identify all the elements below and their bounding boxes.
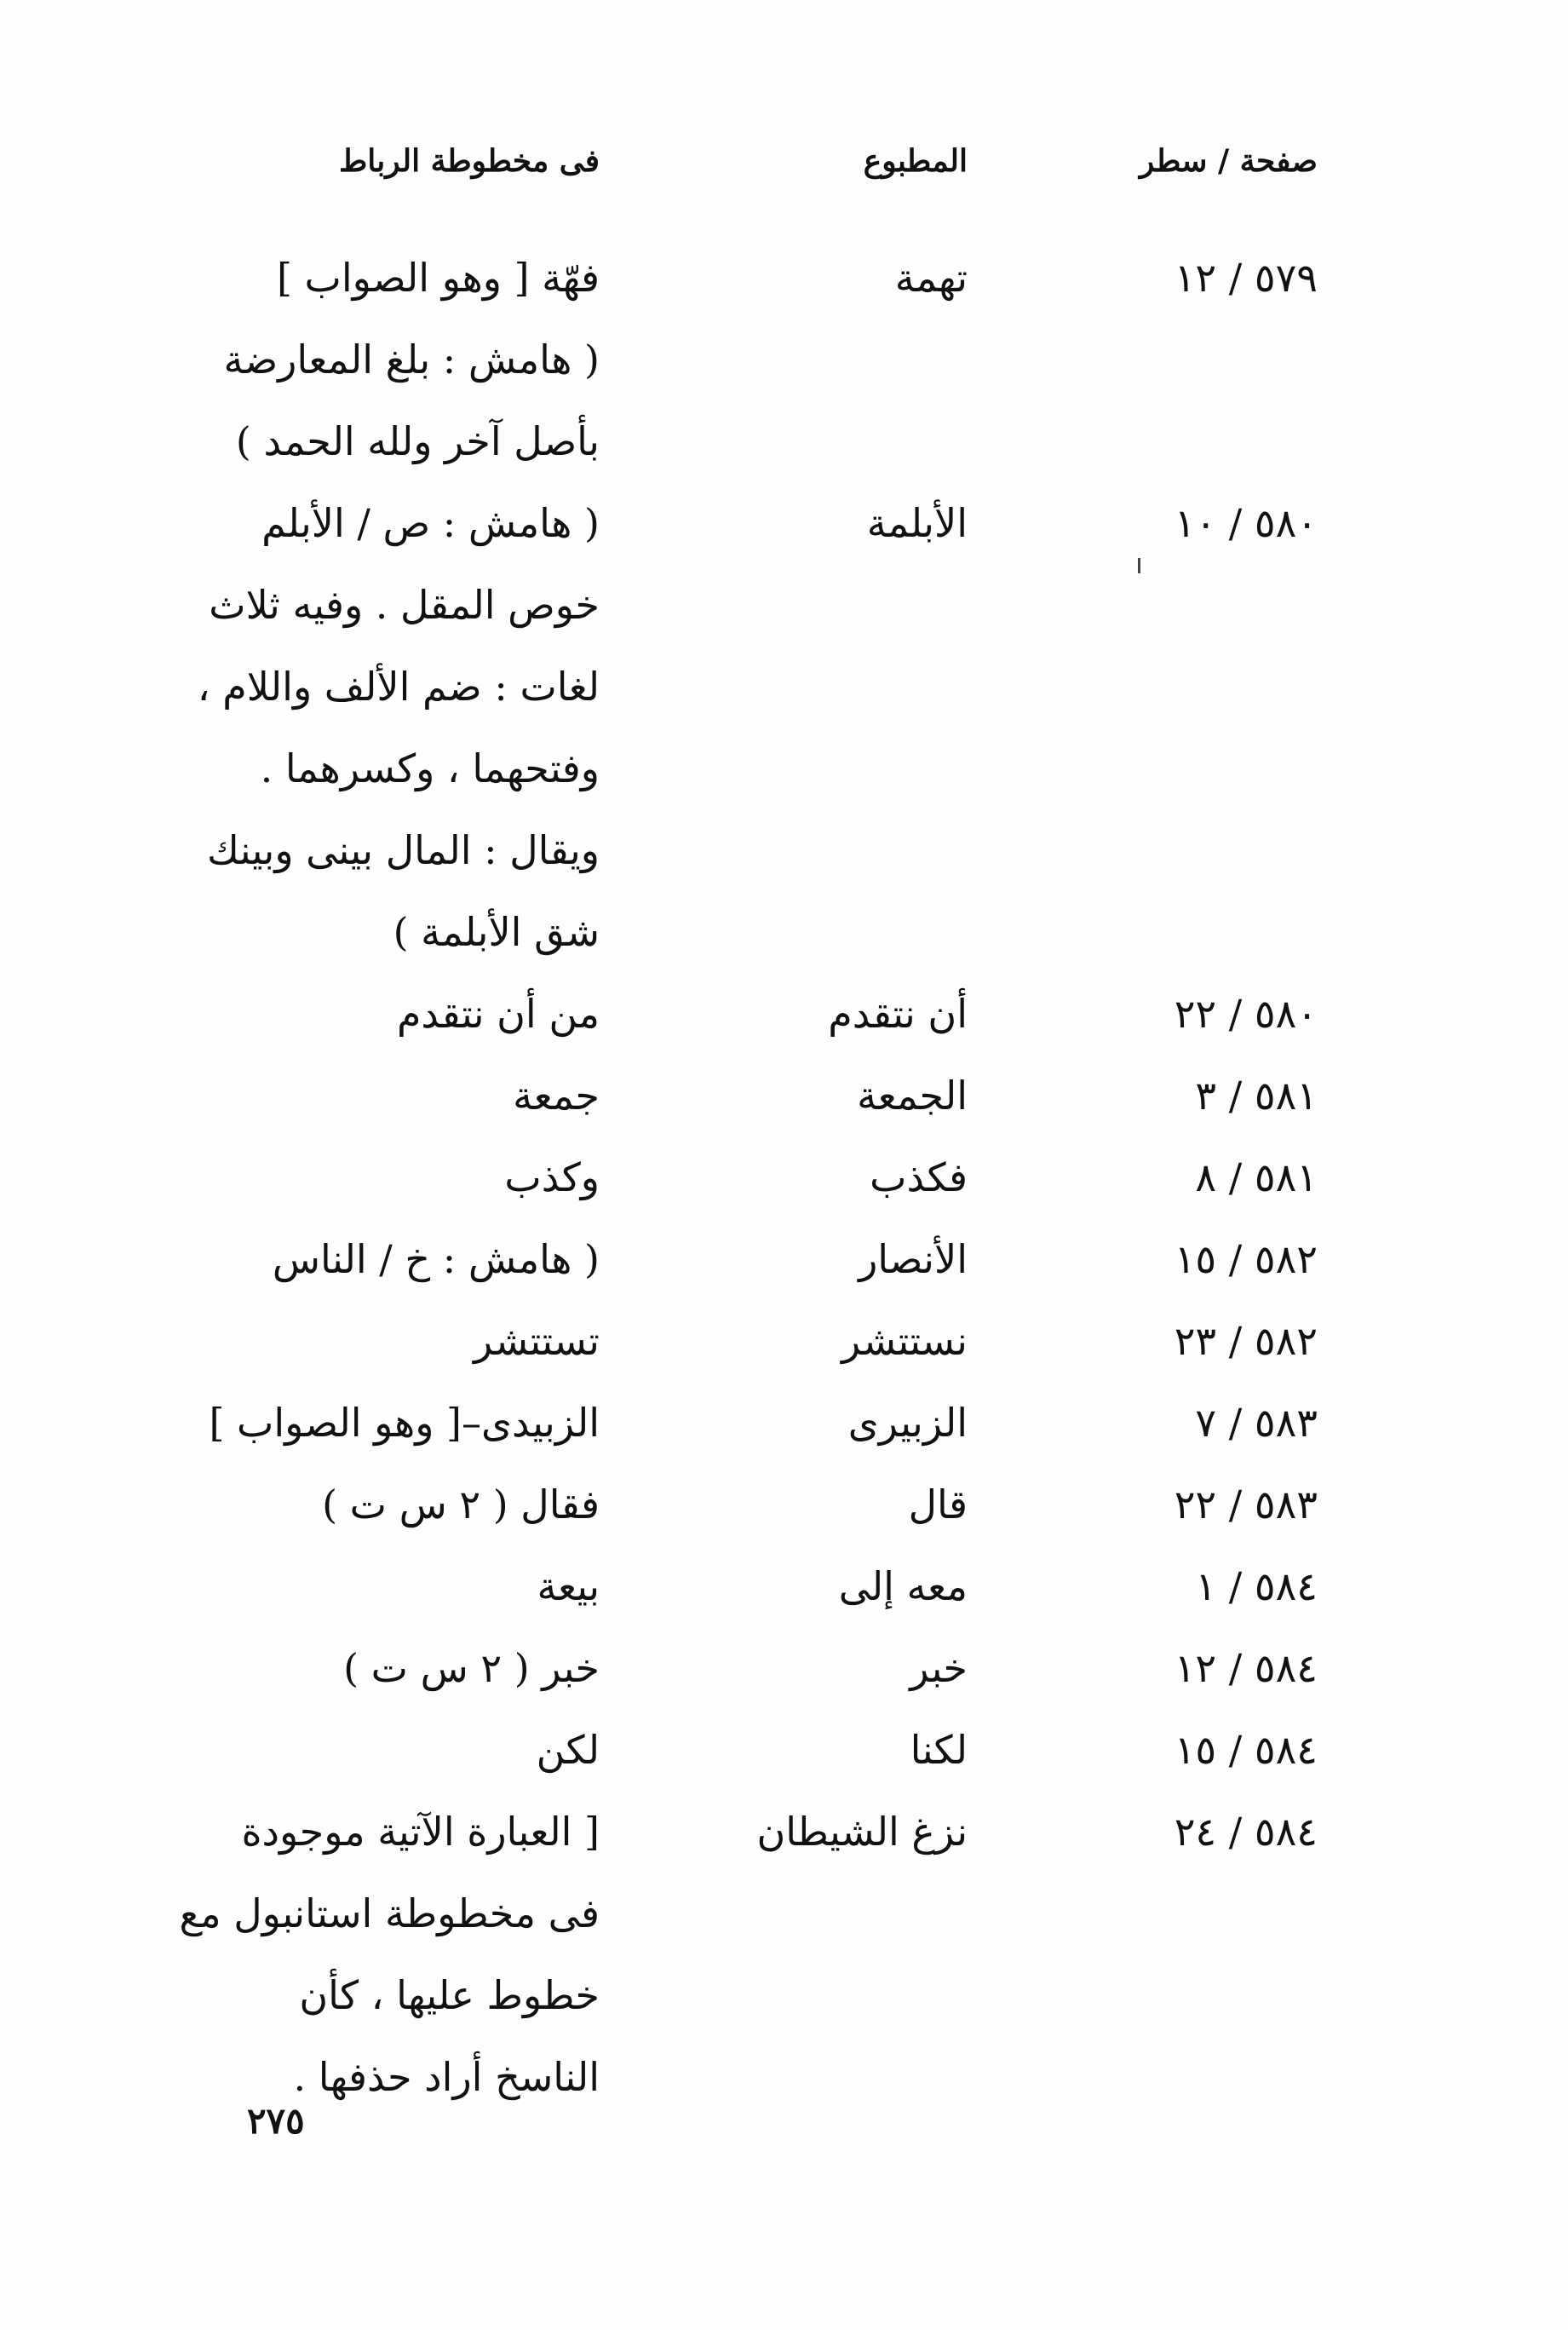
ref-cell: ٥٨٤ / ٢٤ [1174, 1809, 1318, 1855]
header-manuscript: فى مخطوطة الرباط [339, 143, 600, 179]
manuscript-cell [199, 482, 600, 973]
ref-cell: ٥٨٤ / ١٢ [1174, 1645, 1318, 1691]
manuscript-line: خبر ( ٢ س ت ) [343, 1645, 600, 1691]
ref-cell: ٥٨٠ / ٢٢ [1174, 991, 1318, 1037]
printed-cell: معه إلى [838, 1563, 968, 1609]
ref-cell: ٥٧٩ / ١٢ [1174, 255, 1318, 301]
manuscript-line: جمعة [513, 1073, 600, 1119]
printed-cell: قال [908, 1481, 968, 1527]
manuscript-line: ( هامش : بلغ المعارضة [223, 337, 600, 383]
manuscript-line: بأصل آخر ولله الحمد ) [235, 418, 600, 464]
ref-cell: ٥٨٠ / ١٠ [1174, 500, 1318, 546]
manuscript-cell [199, 1218, 600, 1300]
printed-cell: نزغ الشيطان [756, 1809, 968, 1855]
printed-cell: أن نتقدم [828, 991, 968, 1037]
printed-cell: الجمعة [857, 1073, 968, 1119]
manuscript-cell [199, 973, 600, 1055]
printed-cell: لكنا [910, 1727, 968, 1773]
manuscript-line: فقال ( ٢ س ت ) [322, 1481, 600, 1527]
ref-cell: ٥٨١ / ٣ [1195, 1073, 1318, 1119]
manuscript-line: [ العبارة الآتية موجودة [241, 1809, 600, 1855]
manuscript-line: وكذب [504, 1154, 600, 1200]
header-ref: صفحة / سطر [1139, 143, 1318, 179]
table-header [0, 143, 1568, 203]
printed-cell: تهمة [894, 255, 968, 301]
ref-cell: ٥٨٢ / ٢٣ [1174, 1318, 1318, 1364]
manuscript-cell [199, 1627, 600, 1709]
printed-cell: الأنصار [859, 1236, 968, 1282]
manuscript-cell [199, 1464, 600, 1545]
header-printed: المطبوع [863, 143, 968, 179]
manuscript-cell [179, 1791, 600, 2118]
manuscript-cell [199, 1545, 600, 1627]
manuscript-cell [199, 1055, 600, 1136]
manuscript-line: لغات : ضم الألف واللام ، [197, 664, 600, 710]
printed-cell: فكذب [870, 1154, 968, 1200]
ref-cell: ٥٨٤ / ١ [1195, 1563, 1318, 1609]
ref-cell: ٥٨١ / ٨ [1195, 1154, 1318, 1200]
ref-cell: ٥٨٣ / ٧ [1195, 1400, 1318, 1446]
manuscript-line: خطوط عليها ، كأن [299, 1972, 600, 2018]
manuscript-line: شق الأبلمة ) [393, 909, 600, 955]
manuscript-line: تستتشر [473, 1318, 600, 1364]
manuscript-line: وفتحهما ، وكسرهما . [260, 745, 600, 791]
manuscript-cell [199, 237, 600, 482]
manuscript-cell [199, 1300, 600, 1382]
manuscript-line: ( هامش : خ / الناس [272, 1236, 600, 1282]
manuscript-cell [199, 1136, 600, 1218]
manuscript-line: الناسخ أراد حذفها . [293, 2054, 600, 2100]
manuscript-line: خوص المقل . وفيه ثلاث [209, 582, 600, 628]
ref-cell: ٥٨٣ / ٢٢ [1174, 1481, 1318, 1527]
manuscript-line: لكن [536, 1727, 600, 1773]
printed-cell: خبر [910, 1645, 968, 1691]
manuscript-line: الزبيدى–[ وهو الصواب ] [209, 1400, 600, 1446]
manuscript-line: بيعة [537, 1563, 600, 1609]
manuscript-line: فى مخطوطة استانبول مع [179, 1890, 600, 1936]
printed-cell: الأبلمة [866, 500, 968, 546]
printed-cell: نستتشر [841, 1318, 968, 1364]
page-number: ٢٧٥ [247, 2100, 305, 2142]
ref-cell: ٥٨٢ / ١٥ [1174, 1236, 1318, 1282]
manuscript-line: ويقال : المال بينى وبينك [207, 827, 600, 873]
manuscript-line: ( هامش : ص / الأبلم [261, 500, 600, 546]
manuscript-cell [199, 1382, 600, 1464]
ref-cell: ٥٨٤ / ١٥ [1174, 1727, 1318, 1773]
manuscript-line: فهّة [ وهو الصواب ] [276, 255, 600, 301]
manuscript-cell [199, 1709, 600, 1791]
manuscript-line: من أن نتقدم [396, 991, 600, 1037]
printed-cell: الزبيرى [847, 1400, 968, 1446]
